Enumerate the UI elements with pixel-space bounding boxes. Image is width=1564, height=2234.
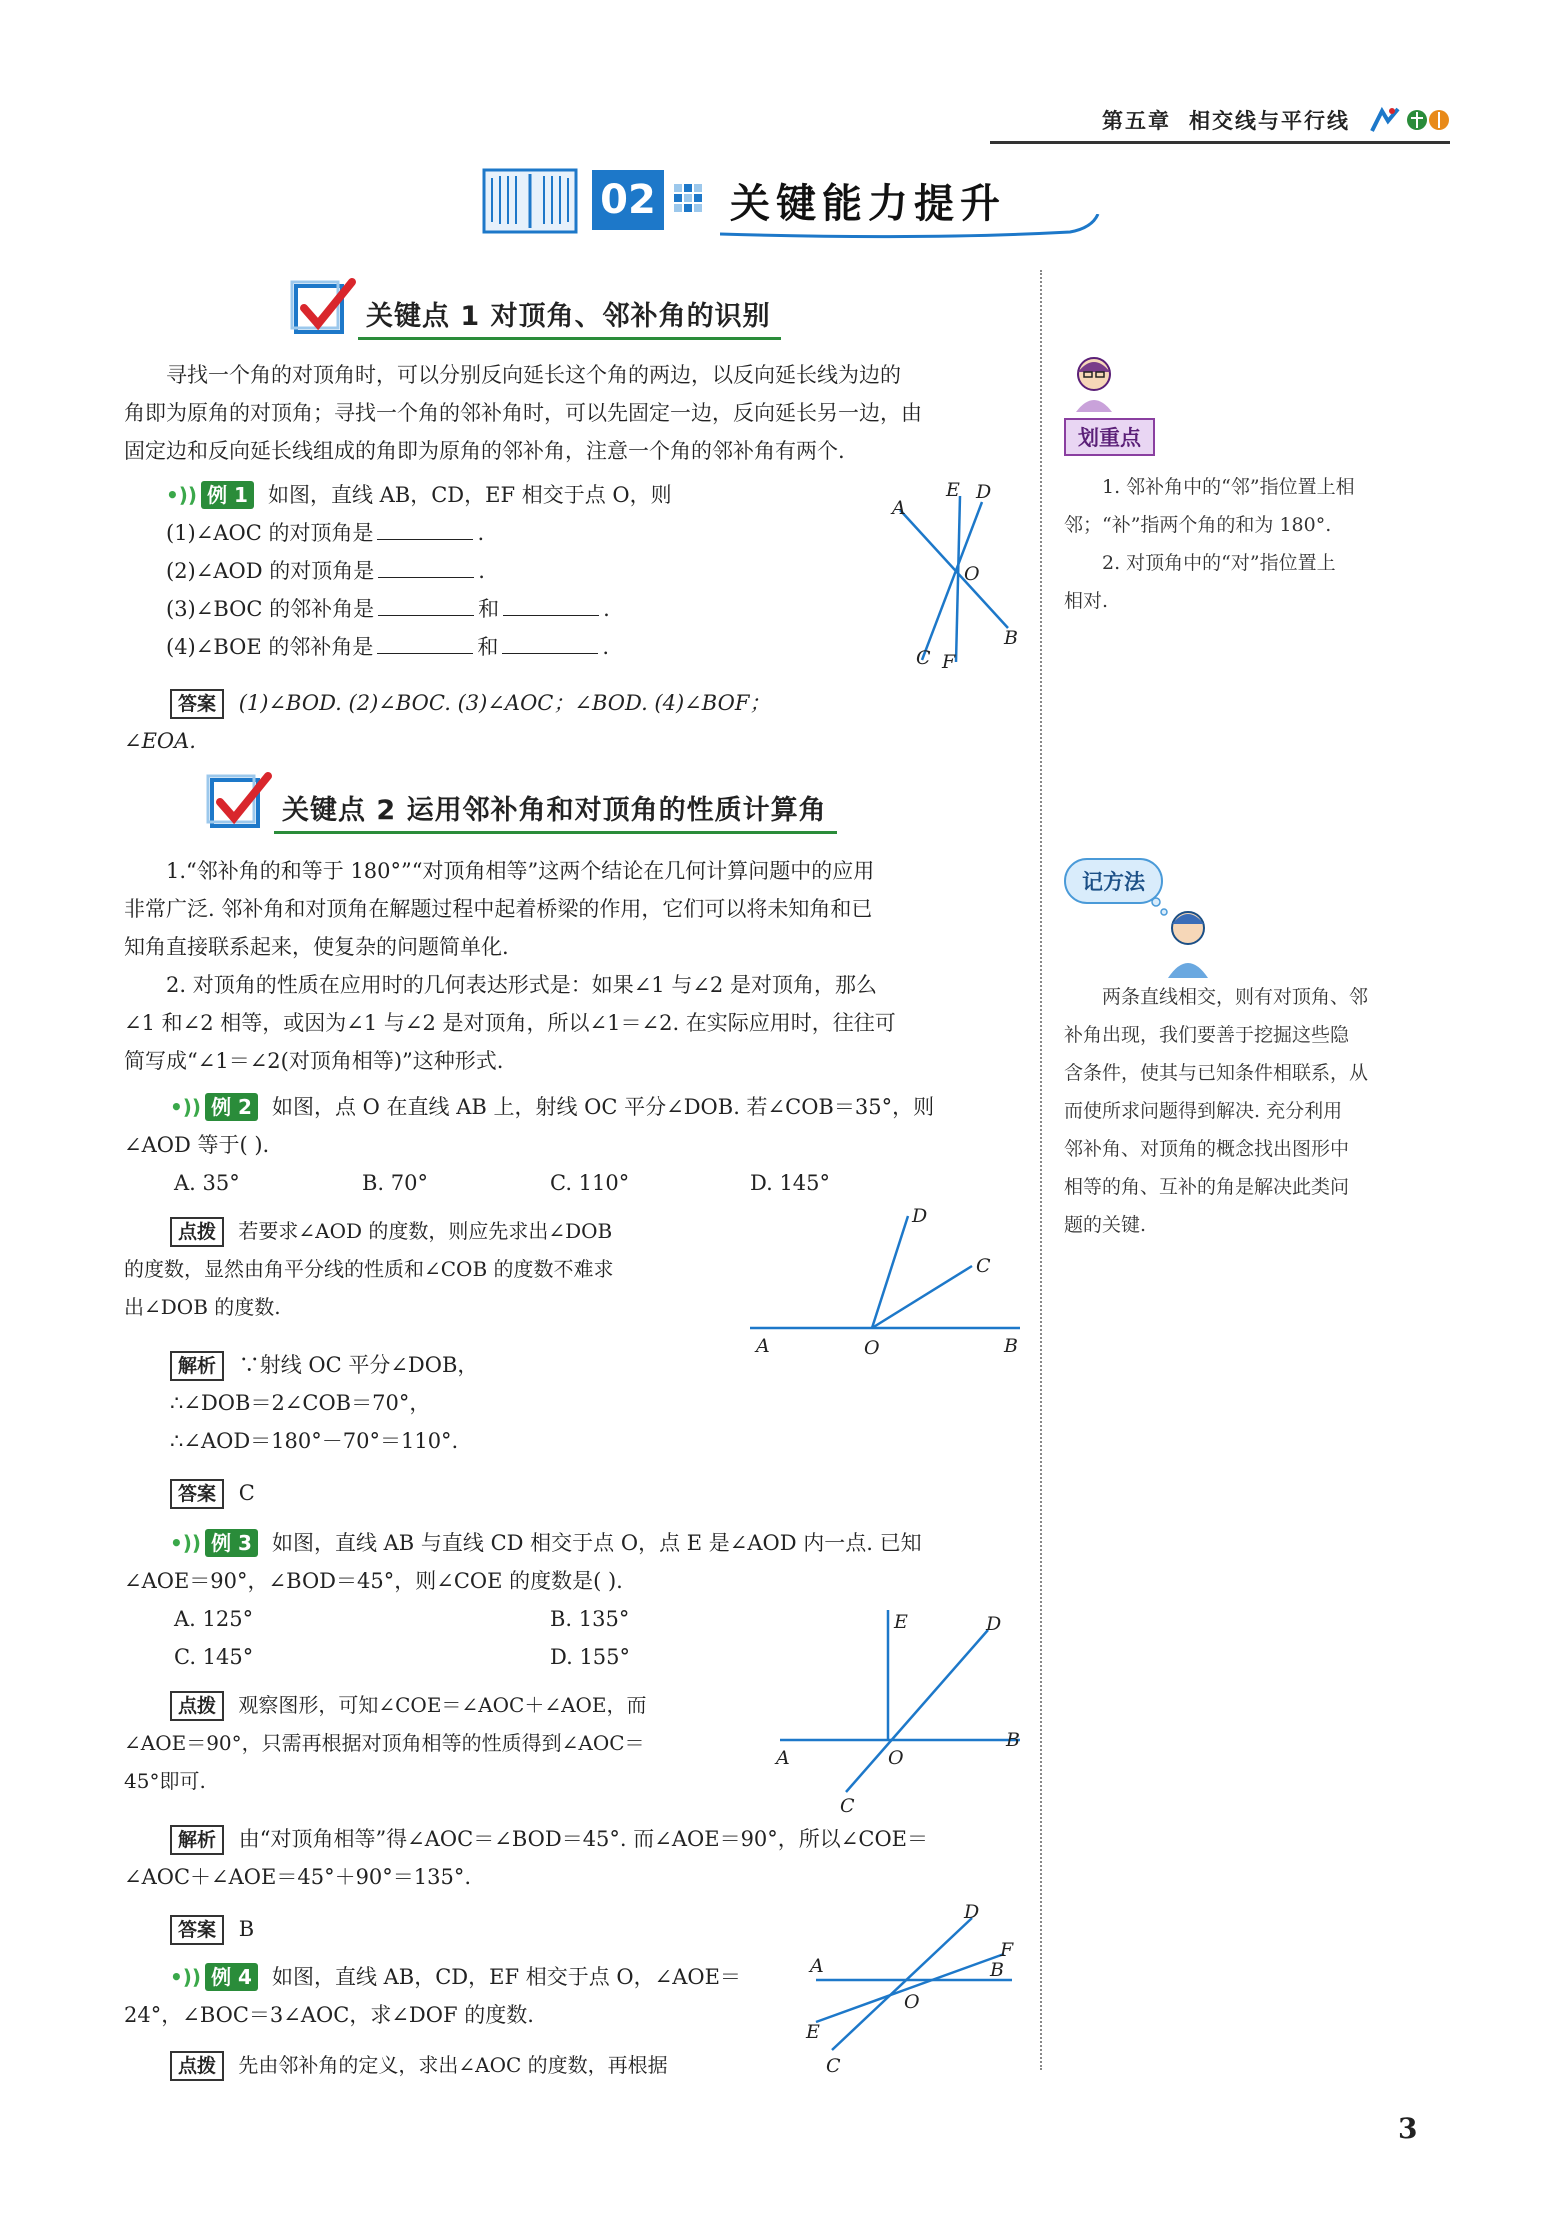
option: D. 145° [750,1171,831,1195]
label-E: E [806,2021,820,2043]
option: A. 35° [174,1171,240,1195]
answer-blank [377,632,473,654]
example-2-stem: ∠AOD 等于( ). [124,1133,270,1157]
example-1-item: (3)∠BOC 的邻补角是 和 . [166,590,866,628]
label-B: B [1004,627,1018,649]
answer-text: B [238,1917,255,1941]
label-O: O [964,563,980,585]
section-number: 02 [592,170,664,230]
solution-tag: 解析 [170,1351,224,1381]
example-3-hint: 点拨 观察图形，可知∠COE＝∠AOC＋∠AOE，而 ∠AOE＝90°，只需再根据对顶角相等的性质得到∠AOC＝ 45°即可. [124,1693,647,1793]
key-point-2-header [206,770,837,834]
dots-decoration-icon [672,182,704,214]
label-A: A [756,1335,770,1357]
hint-tag: 点拨 [170,1691,224,1721]
example-1-item: (4)∠BOE 的邻补角是 和 . [166,628,866,666]
example-1-item: (1)∠AOC 的对顶角是 . [166,514,866,552]
speaker-icon: •)) [166,483,198,507]
chapter-title: 相交线与平行线 [1189,108,1350,133]
example-3-figure [770,1600,1030,1820]
answer-blank [378,556,474,578]
key-point-2-point-1: 1.“邻补角的和等于 180°”“对顶角相等”这两个结论在几何计算问题中的应用 非常广泛. 邻补角和对顶角在解题过程中起着桥梁的作用，它们可以将未知角和已 知角直接联系起来，使复杂的问题简单化. [124,859,875,959]
label-C: C [840,1795,855,1817]
label-F: F [1000,1939,1014,1961]
label-B: B [1004,1335,1018,1357]
open-book-icon [480,164,580,236]
series-logo [1368,105,1450,135]
key-point-1-intro [124,356,1024,470]
solution-tag: 解析 [170,1825,224,1855]
method-note-tag: 记方法 [1064,858,1163,904]
section-title: 关键能力提升 [730,181,1006,227]
label-C: C [826,2055,841,2077]
example-3-stem: ∠AOE＝90°，∠BOD＝45°，则∠COE 的度数是( ). [124,1569,623,1593]
label-O: O [904,1991,920,2013]
leaf-logo-icon [1406,105,1450,135]
example-2-figure [740,1200,1030,1360]
label-B: B [1006,1729,1020,1751]
label-O: O [864,1337,880,1359]
title-underline-swoosh [720,214,1100,244]
page-number: 3 [1398,2112,1418,2145]
intro-line: 寻找一个角的对顶角时，可以分别反向延长这个角的两边，以反向延长线为边的 [166,363,901,387]
option: B. 70° [362,1171,429,1195]
answer-blank [503,594,599,616]
example-4-stem: 24°，∠BOC＝3∠AOC，求∠DOF 的度数. [124,2003,534,2027]
teacher-avatar-icon [1066,352,1122,412]
answer-text: (1)∠BOD. (2)∠BOC. (3)∠AOC；∠BOD. (4)∠BOF； [238,691,771,715]
key-point-1-header [290,276,781,340]
example-2-options [124,1164,1024,1202]
speaker-icon: •)) [170,1095,202,1119]
speaker-icon: •)) [170,1965,202,1989]
label-C: C [916,647,931,669]
label-C: C [976,1255,991,1277]
label-B: B [990,1959,1004,1981]
example-3-solution: 解析 由“对顶角相等”得∠AOC＝∠BOD＝45°. 而∠AOE＝90°，所以∠COE＝ ∠AOC＋∠AOE＝45°＋90°＝135°. [124,1827,929,1889]
option: D. 155° [550,1645,631,1669]
checkmark-badge-icon [206,770,274,834]
key-point-2-title: 关键点 2 运用邻补角和对顶角的性质计算角 [274,788,837,834]
label-F: F [942,651,956,673]
example-4 [124,1958,824,2034]
hint-tag: 点拨 [170,2051,224,2081]
label-D: D [986,1613,1002,1635]
label-O: O [888,1747,904,1769]
example-2-tag: 例 2 [205,1093,258,1121]
example-1 [166,476,866,666]
example-1-answer [124,684,1024,760]
answer-blank [378,594,474,616]
option: B. 135° [550,1607,630,1631]
chapter-header [990,104,1450,144]
example-2-stem: 如图，点 O 在直线 AB 上，射线 OC 平分∠DOB. 若∠COB＝35°，则 [271,1095,935,1119]
example-4-stem: 如图，直线 AB，CD，EF 相交于点 O，∠AOE＝ [271,1965,741,1989]
answer-blank [377,518,473,540]
key-note-text: 1. 邻补角中的“邻”指位置上相 邻；“补”指两个角的和为 180°. 2. 对顶角中的“对”指位置上 相对. [1064,476,1355,612]
label-A: A [776,1747,790,1769]
label-E: E [894,1611,908,1633]
example-2 [124,1088,1024,1202]
example-1-figure [880,470,1020,680]
option: C. 145° [174,1645,254,1669]
label-E: E [946,479,960,501]
example-4-hint: 点拨 先由邻补角的定义，求出∠AOC 的度数，再根据 [170,2046,810,2084]
answer-text: C [238,1481,255,1505]
method-note-text: 两条直线相交，则有对顶角、邻 补角出现，我们要善于挖掘这些隐 含条件，使其与已知条件相联系，从 而使所求问题得到解决. 充分利用 邻补角、对顶角的概念找出图形中 相等的角、互补的角是解决此类问 题的关键. [1064,986,1369,1236]
section-banner [480,160,1100,240]
label-A: A [892,497,906,519]
example-2-answer [170,1474,570,1512]
key-note-tag: 划重点 [1064,418,1155,456]
label-D: D [964,1901,980,1923]
example-3-tag: 例 3 [205,1529,258,1557]
answer-tag: 答案 [170,689,224,719]
answer-tag: 答案 [170,1479,224,1509]
example-2-hint: 点拨 若要求∠AOD 的度数，则应先求出∠DOB 的度数，显然由角平分线的性质和∠COB 的度数不难求 出∠DOB 的度数. [124,1219,614,1319]
chapter-number: 第五章 [1102,108,1171,133]
intro-line: 固定边和反向延长线组成的角即为原角的邻补角，注意一个角的邻补角有两个. [124,439,845,463]
speaker-icon: •)) [170,1531,202,1555]
hint-tag: 点拨 [170,1217,224,1247]
example-1-item: (2)∠AOD 的对顶角是 . [166,552,866,590]
example-3-answer [170,1910,570,1948]
option: C. 110° [550,1171,630,1195]
column-divider [1040,270,1042,2070]
label-D: D [912,1205,928,1227]
answer-tag: 答案 [170,1915,224,1945]
example-4-figure [800,1900,1030,2080]
example-1-stem: 如图，直线 AB，CD，EF 相交于点 O，则 [267,483,672,507]
example-3-stem: 如图，直线 AB 与直线 CD 相交于点 O，点 E 是∠AOD 内一点. 已知 [271,1531,922,1555]
answer-blank [502,632,598,654]
student-avatar-icon [1148,894,1218,978]
key-point-1-title: 关键点 1 对顶角、邻补角的识别 [358,294,781,340]
answer-text: ∠EOA. [124,729,196,753]
label-D: D [976,481,992,503]
example-4-tag: 例 4 [205,1963,258,1991]
key-point-2-point-2: 2. 对顶角的性质在应用时的几何表达形式是：如果∠1 与∠2 是对顶角，那么 ∠1 和∠2 相等，或因为∠1 与∠2 是对顶角，所以∠1＝∠2. 在实际应用时，往往可 简写成“∠1＝∠2(对顶角相等)”这种形式. [124,973,896,1073]
intro-line: 角即为原角的对顶角；寻找一个角的邻补角时，可以先固定一边，反向延长另一边，由 [124,401,922,425]
label-A: A [810,1955,824,1977]
example-1-tag: 例 1 [201,481,254,509]
checkmark-badge-icon [290,276,358,340]
example-2-solution: 解析 ∵射线 OC 平分∠DOB， ∴∠DOB＝2∠COB＝70°， ∴∠AOD＝180°－70°＝110°. [170,1353,479,1453]
option: A. 125° [174,1607,254,1631]
runner-logo-icon [1368,105,1402,135]
